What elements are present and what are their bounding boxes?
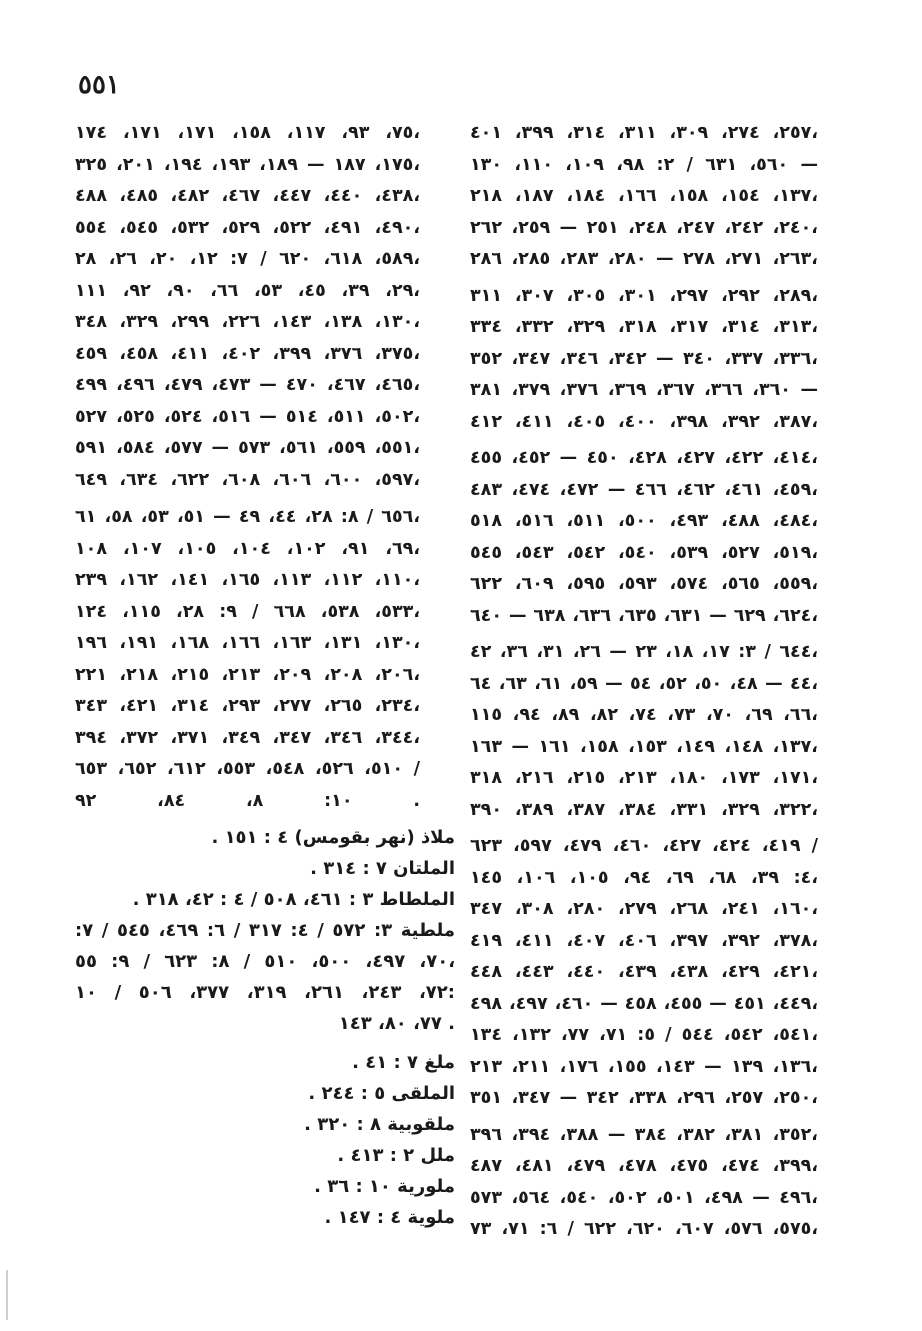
index-line: ١٣٠، ١٣١، ١٦٣، ١٦٦، ١٦٨، ١٩١، ١٩٦، bbox=[75, 633, 420, 653]
index-line: ١٦٠، ٢٤١، ٢٦٨، ٢٧٩، ٢٨٠، ٣٠٨، ٣٤٧، bbox=[470, 899, 818, 919]
index-line: ٥٩٧، ٦٠٠، ٦٠٦، ٦٠٨، ٦٢٢، ٦٣٤، ٦٤٩، bbox=[75, 469, 420, 490]
index-entry: ٧٠، ٤٩٧، ٥٠٠، ٥١٠ / ٨: ٦٢٣ / ٩: ٥٥، bbox=[75, 951, 455, 972]
index-line: ٢٨٩، ٢٩٢، ٢٩٧، ٣٠١، ٣٠٥، ٣٠٧، ٣١١، bbox=[470, 285, 818, 306]
index-line: ٥٧٥، ٥٧٦، ٦٠٧، ٦٢٠، ٦٢٢ / ٦: ٧١، ٧٣، bbox=[470, 1219, 818, 1239]
index-column-left bbox=[75, 118, 420, 817]
index-entry: ملل ٢ : ٤١٣ . bbox=[337, 1145, 455, 1166]
index-line: ٥٦٠، ٦٣١ / ٢: ٩٨، ١٠٩، ١١٠، ١٣٠ — bbox=[470, 154, 818, 175]
index-line: ٤١٩، ٤٢٤، ٤٢٧، ٤٦٠، ٤٧٩، ٥٩٧، ٦٢٣ / bbox=[470, 836, 818, 856]
index-entry: ملاذ (نهر بقومس) ٤ : ١٥١ . bbox=[211, 827, 455, 848]
index-line: ١٣٦، ١٣٩ — ١٤٣، ١٥٥، ١٧٦، ٢١١، ٢١٣، bbox=[470, 1056, 818, 1077]
index-line: ٤٢١، ٤٢٩، ٤٣٨، ٤٣٩، ٤٤٠، ٤٤٣، ٤٤٨، bbox=[470, 962, 818, 982]
index-line: ٦٤٤ / ٣: ١٧، ١٨، ٢٣ — ٢٦، ٣١، ٣٦، ٤٢، bbox=[470, 642, 818, 662]
page-number: ٥٥١ bbox=[78, 70, 120, 100]
index-line: ٣٣٦، ٣٣٧، ٣٤٠ — ٣٤٢، ٣٤٦، ٣٤٧، ٣٥٢، bbox=[470, 348, 818, 369]
index-line: ١٧٥، ١٨٧ — ١٨٩، ١٩٣، ١٩٤، ٢٠١، ٣٢٥، bbox=[75, 154, 420, 175]
index-line: ٣٨٧، ٣٩٢، ٣٩٨، ٤٠٠، ٤٠٥، ٤١١، ٤١٢، bbox=[470, 411, 818, 432]
index-line: ٤٥٩، ٤٦١، ٤٦٢، ٤٦٦ — ٤٧٢، ٤٧٤، ٤٨٣، bbox=[470, 479, 818, 500]
index-line: ٧٥، ٩٣، ١١٧، ١٥٨، ١٧١، ١٧١، ١٧٤، bbox=[75, 123, 420, 143]
scan-edge-mark bbox=[6, 1270, 8, 1320]
index-line: ٥٣٣، ٥٣٨، ٦٦٨ / ٩: ٢٨، ١١٥، ١٢٤، bbox=[75, 601, 420, 622]
index-line: ٥٨٩، ٦١٨، ٦٢٠ / ٧: ١٢، ٢٠، ٢٦، ٢٨، bbox=[75, 249, 420, 269]
index-line: ٢٥٧، ٢٧٤، ٣٠٩، ٣١١، ٣١٤، ٣٩٩، ٤٠١، bbox=[470, 123, 818, 143]
index-entry: ملطية ٣: ٥٧٢ / ٤: ٣١٧ / ٦: ٤٦٩، ٥٤٥ / ٧: bbox=[75, 920, 455, 941]
index-line: ٢٣٤، ٢٦٥، ٢٧٧، ٢٩٣، ٣١٤، ٤٢١، ٣٤٣، bbox=[75, 696, 420, 716]
index-line: ٥٤١، ٥٤٢، ٥٤٤ / ٥: ٧١، ٧٧، ١٣٢، ١٣٤، bbox=[470, 1025, 818, 1045]
index-line: ٤١٤، ٤٢٢، ٤٢٧، ٤٢٨، ٤٥٠ — ٤٥٢، ٤٥٥، bbox=[470, 448, 818, 468]
index-entry: ملقوبية ٨ : ٣٢٠ . bbox=[304, 1114, 455, 1135]
index-line: ٢٥٠، ٢٥٧، ٢٩٦، ٣٣٨، ٣٤٢ — ٣٤٧، ٣٥١، bbox=[470, 1088, 818, 1108]
index-entry: الملقى ٥ : ٢٤٤ . bbox=[308, 1083, 455, 1104]
index-line: ٣٤٤، ٣٤٦، ٣٤٧، ٣٤٩، ٣٧١، ٣٧٢، ٣٩٤، bbox=[75, 727, 420, 748]
index-line: ٤٨٤، ٤٨٨، ٤٩٣، ٥٠٠، ٥١١، ٥١٦، ٥١٨، bbox=[470, 511, 818, 531]
index-line: ٤٩٠، ٤٩١، ٥٢٢، ٥٢٩، ٥٣٢، ٥٤٥، ٥٥٤، bbox=[75, 217, 420, 238]
index-entry: ملوية ٤ : ١٤٧ . bbox=[324, 1207, 455, 1228]
index-line: ٦٥٦ / ٨: ٢٨، ٤٤، ٤٩ — ٥١، ٥٣، ٥٨، ٦١، bbox=[75, 507, 420, 527]
index-line: ٤٤٩، ٤٥١ — ٤٥٥، ٤٥٨ — ٤٦٠، ٤٩٧، ٤٩٨، bbox=[470, 993, 818, 1014]
index-line: ١٠: ٨، ٨٤، ٩٢ . bbox=[75, 790, 420, 811]
index-line: ٣٢٢، ٣٢٩، ٣٣١، ٣٨٤، ٣٨٧، ٣٨٩، ٣٩٠، bbox=[470, 799, 818, 820]
index-line: ٤٩٦ — ٤٩٨، ٥٠١، ٥٠٢، ٥٤٠، ٥٦٤، ٥٧٣، bbox=[470, 1187, 818, 1208]
index-line: ٥٥٩، ٥٦٥، ٥٧٤، ٥٩٣، ٥٩٥، ٦٠٩، ٦٢٢، bbox=[470, 574, 818, 594]
index-entry: ملورية ١٠ : ٣٦ . bbox=[314, 1176, 455, 1197]
index-line: ١١٠، ١١٢، ١١٣، ١٦٥، ١٤١، ١٦٢، ٢٣٩، bbox=[75, 570, 420, 590]
index-line: ١٣٠، ١٣٨، ١٤٣، ٢٢٦، ٢٩٩، ٣٢٩، ٣٤٨، bbox=[75, 312, 420, 332]
index-column-right bbox=[470, 118, 818, 1246]
index-line: ٢٦٣، ٢٧١، ٢٧٨ — ٢٨٠، ٢٨٣، ٢٨٥، ٢٨٦، bbox=[470, 249, 818, 269]
index-line: ٣٥٢، ٣٨١، ٣٨٢، ٣٨٤ — ٣٨٨، ٣٩٤، ٣٩٦، bbox=[470, 1124, 818, 1145]
index-line: ٢٤٠، ٢٤٢، ٢٤٧، ٢٤٨، ٢٥١ — ٢٥٩، ٢٦٢، bbox=[470, 217, 818, 238]
index-entry: الملطاط ٣ : ٤٦١، ٥٠٨ / ٤ : ٤٢، ٣١٨ . bbox=[132, 889, 455, 910]
index-line: ٤٣٨، ٤٤٠، ٤٤٧، ٤٦٧، ٤٨٢، ٤٨٥، ٤٨٨، bbox=[75, 186, 420, 206]
index-entries bbox=[75, 822, 455, 1233]
index-line: ٤٦٥، ٤٦٧، ٤٧٠ — ٤٧٣، ٤٧٩، ٤٩٦، ٤٩٩، bbox=[75, 375, 420, 395]
index-line: ٥١٠، ٥٢٦، ٥٤٨، ٥٥٣، ٦١٢، ٦٥٢، ٦٥٣ / bbox=[75, 759, 420, 779]
index-line: ٤: ٣٩، ٦٨، ٦٩، ٩٤، ١٠٥، ١٠٦، ١٤٥، bbox=[470, 867, 818, 888]
index-line: ١٣٧، ١٤٨، ١٤٩، ١٥٣، ١٥٨، ١٦١ — ١٦٣، bbox=[470, 736, 818, 757]
index-line: ٣٧٨، ٣٩٢، ٣٩٧، ٤٠٦، ٤٠٧، ٤١١، ٤١٩، bbox=[470, 930, 818, 951]
index-line: ٦٢٤، ٦٢٩ — ٦٣١، ٦٣٥، ٦٣٦، ٦٣٨ — ٦٤٠، bbox=[470, 605, 818, 626]
index-line: ١٣٧، ١٥٤، ١٥٨، ١٦٦، ١٨٤، ١٨٧، ٢١٨، bbox=[470, 186, 818, 206]
index-line: ٣١٣، ٣١٤، ٣١٧، ٣١٨، ٣٢٩، ٣٣٢، ٣٣٤، bbox=[470, 317, 818, 337]
index-line: ٤٤ — ٤٨، ٥٠، ٥٢، ٥٤ — ٥٩، ٦١، ٦٣، ٦٤، bbox=[470, 673, 818, 694]
index-line: ٢٠٦، ٢٠٨، ٢٠٩، ٢١٣، ٢١٥، ٢١٨، ٢٢١، bbox=[75, 664, 420, 685]
index-line: ٥١٩، ٥٢٧، ٥٣٩، ٥٤٠، ٥٤٢، ٥٤٣، ٥٤٥، bbox=[470, 542, 818, 563]
index-line: ٥٠٢، ٥١١، ٥١٤ — ٥١٦، ٥٢٤، ٥٢٥، ٥٢٧، bbox=[75, 406, 420, 427]
index-line: ٣٧٥، ٣٧٦، ٣٩٩، ٤٠٢، ٤١١، ٤٥٨، ٤٥٩، bbox=[75, 343, 420, 364]
index-line: ٦٦، ٦٩، ٧٠، ٧٣، ٧٤، ٨٢، ٨٩، ٩٤، ١١٥، bbox=[470, 705, 818, 725]
index-entry: الملتان ٧ : ٣١٤ . bbox=[310, 858, 455, 879]
index-line: ٥٥١، ٥٥٩، ٥٦١، ٥٧٣ — ٥٧٧، ٥٨٤، ٥٩١، bbox=[75, 438, 420, 458]
index-line: ١٧١، ١٧٣، ١٨٠، ٢١٣، ٢١٥، ٢١٦، ٣١٨، bbox=[470, 768, 818, 788]
index-entry: ملغ ٧ : ٤١ . bbox=[352, 1052, 455, 1073]
index-entry: ٧٢، ٢٤٣، ٢٦١، ٣١٩، ٣٧٧، ٥٠٦ / ١٠: bbox=[75, 982, 455, 1003]
index-line: ٦٩، ٩١، ١٠٢، ١٠٤، ١٠٥، ١٠٧، ١٠٨، bbox=[75, 538, 420, 559]
index-line: ٣٦٠، ٣٦٦، ٣٦٧، ٣٦٩، ٣٧٦، ٣٧٩، ٣٨١ — bbox=[470, 380, 818, 400]
index-line: ٢٩، ٣٩، ٤٥، ٥٣، ٦٦، ٩٠، ٩٢، ١١١، bbox=[75, 280, 420, 301]
index-entry: ٧٧، ٨٠، ١٤٣ . bbox=[338, 1013, 455, 1034]
index-line: ٣٩٩، ٤٧٤، ٤٧٥، ٤٧٨، ٤٧٩، ٤٨١، ٤٨٧، bbox=[470, 1156, 818, 1176]
